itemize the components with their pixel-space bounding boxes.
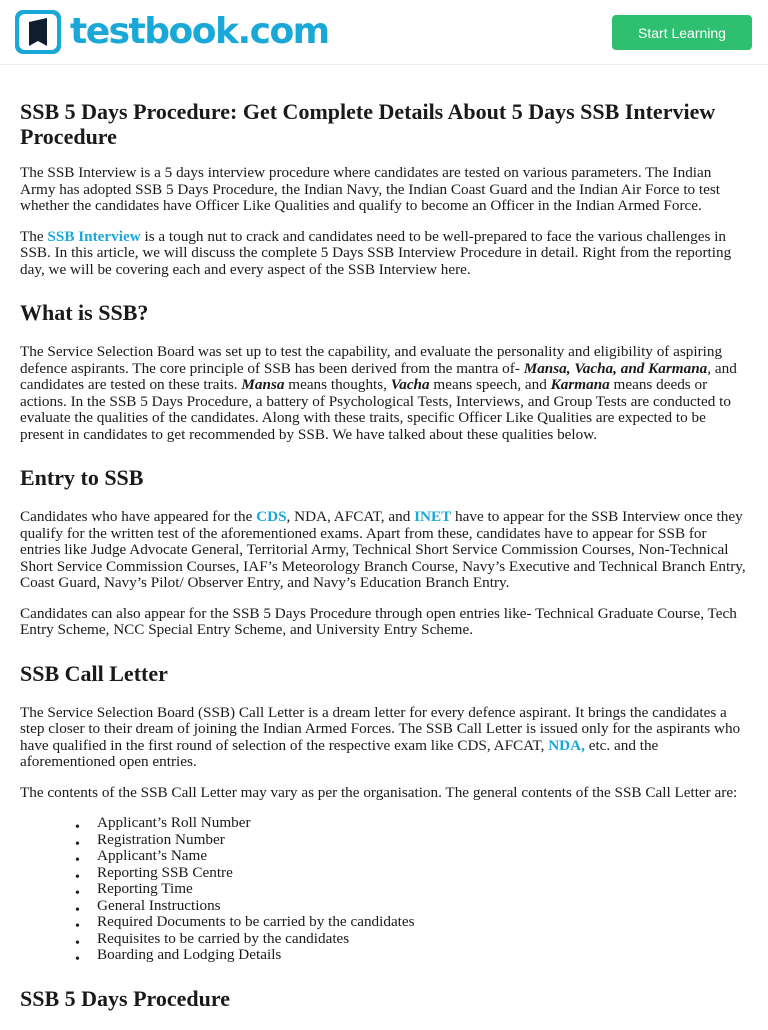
testbook-logo-icon xyxy=(14,10,62,54)
emphasis-karmana: Karmana xyxy=(550,376,610,393)
intro-paragraph-2: The SSB Interview is a tough nut to crack and candidates need to be well-prepared to face the various challenges in SSB. In this article, we will discuss the complete 5 Days SSB Interview Procedure in detail. Right from the reporting day, we will be covering each and every aspect of the SSB Interview here. xyxy=(20,227,732,278)
entry-paragraph-2: Candidates can also appear for the SSB 5 Days Procedure through open entries like- Technical Graduate Course, Tech Entry Scheme, NCC Special Entry Scheme, and University Entry Scheme. xyxy=(20,604,737,638)
list-item: • Boarding and Lodging Details xyxy=(97,947,748,964)
intro-paragraph: The SSB Interview is a 5 days interview procedure where candidates are tested on various parameters. The Indian Army has adopted SSB 5 Days Procedure, the Indian Navy, the Indian Coast Guard and the Indian Air Force to test whether the candidates have Officer Like Qualities and qualify to become an Officer in the Indian Armed Force. xyxy=(20,164,721,214)
page-title: SSB 5 Days Procedure: Get Complete Details About 5 Days SSB Interview Procedure xyxy=(20,99,716,149)
list-item: • Reporting SSB Centre xyxy=(97,865,748,882)
list-item: • Applicant’s Roll Number xyxy=(97,815,748,832)
list-item: • Requisites to be carried by the candidates xyxy=(97,931,748,948)
ssb-interview-link[interactable]: SSB Interview xyxy=(47,227,141,245)
start-learning-button[interactable]: Start Learning xyxy=(612,15,752,50)
what-is-ssb-paragraph: The Service Selection Board was set up to test the capability, and evaluate the personality and eligibility of aspiring defence aspirants. The core principle of SSB has been derived from the mantra of- Mansa, Vacha, and Karmana, and candidates are tested on these traits. Mansa means thoughts, Vacha means speech, and Karmana means deeds or actions. In the SSB 5 Days Procedure, a battery of Psychological Tests, Interviews, and Group Tests are conducted to evaluate the qualities of the candidates. Along with these traits, specific Officer Like Qualities are expected to be present in candidates to get recommended by SSB. We have talked about these qualities below. xyxy=(20,343,737,443)
section-heading-entry-to-ssb: Entry to SSB xyxy=(20,465,144,490)
entry-paragraph: Candidates who have appeared for the CDS, NDA, AFCAT, and INET have to appear for the SSB Interview once they qualify for the written test of the aforementioned exams. Apart from these, candidates have to appear for SSB for entries like Judge Advocate General, Territorial Army, Technical Short Service Commission Courses, Non-Technical Short Service Commission Courses, IAF’s Meteorology Branch Course, Navy’s Executive and Technical Branch Entry, Coast Guard, Navy’s Pilot/ Observer Entry, and Navy’s Education Branch Entry. xyxy=(20,508,746,591)
emphasis-mansa: Mansa xyxy=(241,376,285,393)
list-item: • Registration Number xyxy=(97,832,748,849)
top-navigation-bar xyxy=(0,0,768,65)
testbook-logo[interactable] xyxy=(14,10,329,54)
brand-name: testbook.com xyxy=(70,11,329,52)
list-item: • Applicant’s Name xyxy=(97,848,748,865)
section-heading-ssb-5-days-procedure: SSB 5 Days Procedure xyxy=(20,985,231,1011)
call-letter-paragraph: The Service Selection Board (SSB) Call Letter is a dream letter for every defence aspirant. It brings the candidates a step closer to their dream of joining the Indian Armed Forces. The SSB Call Letter is issued only for the aspirants who have qualified in the first round of selection of the respective exam like CDS, AFCAT, NDA, etc. and the aforementioned open entries. xyxy=(20,703,741,770)
section-heading-what-is-ssb: What is SSB? xyxy=(20,300,149,325)
list-item: • General Instructions xyxy=(97,898,748,915)
cds-link[interactable]: CDS xyxy=(256,508,287,525)
nda-link[interactable]: NDA, xyxy=(548,736,585,754)
list-item: • Required Documents to be carried by the candidates xyxy=(97,914,748,931)
inet-link[interactable]: INET xyxy=(414,508,452,525)
call-letter-contents-intro: The contents of the SSB Call Letter may vary as per the organisation. The general contents of the SSB Call Letter are: xyxy=(20,783,738,801)
call-letter-contents-list xyxy=(20,815,748,964)
section-heading-call-letter: SSB Call Letter xyxy=(20,660,168,686)
list-item: • Reporting Time xyxy=(97,881,748,898)
emphasis-mantra: Mansa, Vacha, and Karmana xyxy=(523,359,708,377)
emphasis-vacha: Vacha xyxy=(390,376,430,393)
article-content xyxy=(0,64,768,1030)
